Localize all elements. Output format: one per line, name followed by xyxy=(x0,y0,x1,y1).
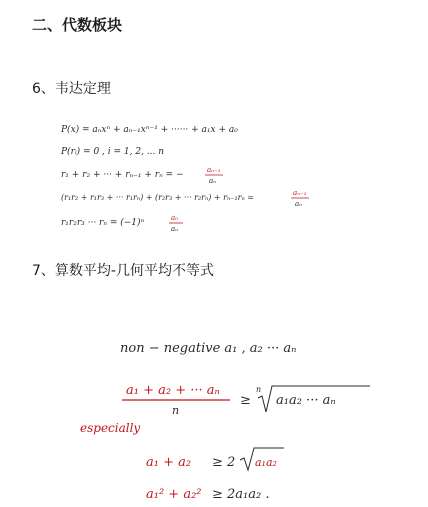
amgm-handwritten-image xyxy=(80,330,380,505)
vieta-line-4-den: aₙ xyxy=(295,200,303,208)
vieta-line-5-num: a₀ xyxy=(171,214,178,222)
amgm-line-4c: a₁a₂ xyxy=(255,456,277,469)
vieta-line-5a: r₁r₂r₃ ··· rₙ = (−1)ⁿ xyxy=(61,218,145,228)
amgm-line-5b: ≥ 2a₁a₂ . xyxy=(212,487,270,502)
vieta-line-3a: r₁ + r₂ + ··· + rₙ₋₁ + rₙ = − xyxy=(61,170,184,180)
vieta-line-4-num: aₙ₋₂ xyxy=(293,189,307,197)
vieta-handwritten-image xyxy=(55,116,355,238)
amgm-line-2-geq: ≥ xyxy=(240,393,251,408)
section-title: 二、代数板块 xyxy=(32,16,123,34)
vieta-line-1: P(x) = aₙxⁿ + aₙ₋₁xⁿ⁻¹ + ······ + a₁x + a₀ xyxy=(61,125,238,135)
amgm-line-5a: a₁² + a₂² xyxy=(146,487,202,502)
amgm-line-2-root-index: n xyxy=(256,385,262,394)
amgm-line-2-num: a₁ + a₂ + ··· aₙ xyxy=(126,383,220,398)
vieta-line-4a: (r₁r₂ + r₁r₃ + ··· r₁rₙ) + (r₂r₃ + ··· r₂rₙ) + rₙ₋₁rₙ = xyxy=(61,193,254,202)
vieta-line-5-den: aₙ xyxy=(171,225,179,233)
amgm-line-2-den: n xyxy=(172,404,180,417)
amgm-line-4b: ≥ 2 xyxy=(212,455,236,470)
amgm-line-4a: a₁ + a₂ xyxy=(146,455,192,470)
amgm-line-3: especially xyxy=(80,421,141,435)
amgm-line-2-rad: a₁a₂ ··· aₙ xyxy=(276,393,336,408)
vieta-line-3-num: aₙ₋₁ xyxy=(207,166,221,174)
amgm-line-1: non − negative a₁ , a₂ ··· aₙ xyxy=(120,341,297,356)
vieta-heading: 6、韦达定理 xyxy=(32,81,111,97)
vieta-line-3-den: aₙ xyxy=(209,177,217,185)
vieta-line-2: P(rᵢ) = 0 , i = 1, 2, ... n xyxy=(61,147,165,157)
amgm-heading: 7、算数平均-几何平均不等式 xyxy=(32,263,214,279)
